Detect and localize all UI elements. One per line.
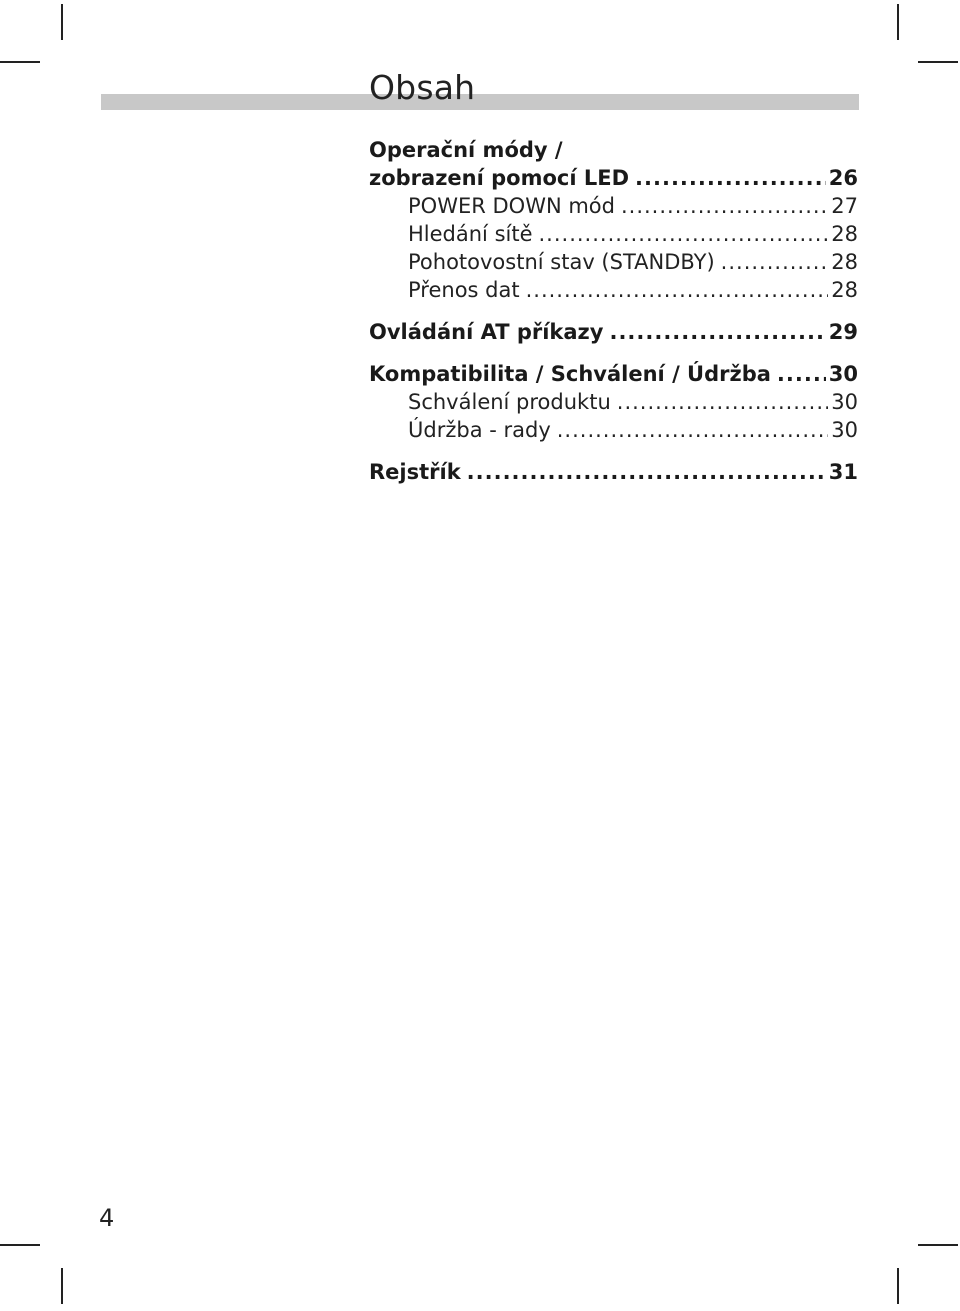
- toc-leader-dots: [617, 388, 829, 416]
- crop-mark-bottom-left-horizontal: [0, 1244, 40, 1246]
- toc-entry-power-down[interactable]: [369, 192, 858, 220]
- toc-leader-dots: [557, 416, 829, 444]
- toc-entry-operating-modes-cont[interactable]: [369, 164, 858, 192]
- toc-entry-product-approval[interactable]: [369, 388, 858, 416]
- toc-leader-dots: [539, 220, 829, 248]
- toc-entry-page: 26: [828, 166, 858, 190]
- toc-entry-title: Údržba - rady: [408, 418, 551, 442]
- toc-entry-page: 30: [831, 418, 858, 442]
- toc-leader-dots: [635, 164, 826, 192]
- page-number: 4: [99, 1204, 115, 1232]
- toc-entry-operating-modes[interactable]: [369, 136, 858, 164]
- toc-entry-title: Schválení produktu: [408, 390, 611, 414]
- toc-leader-dots: [609, 318, 825, 346]
- crop-mark-top-left-vertical: [61, 4, 63, 40]
- crop-mark-bottom-left-vertical: [61, 1268, 63, 1304]
- toc-entry-compatibility[interactable]: [369, 360, 858, 388]
- toc-entry-title: Kompatibilita / Schválení / Údržba: [369, 362, 771, 386]
- toc-leader-dots: [621, 192, 828, 220]
- toc-entry-title-line1: Operační módy /: [369, 138, 563, 162]
- toc-entry-title: POWER DOWN mód: [408, 194, 615, 218]
- toc-leader-dots: [721, 248, 829, 276]
- crop-mark-bottom-right-horizontal: [918, 1244, 958, 1246]
- title-underline-bar: [101, 94, 859, 110]
- toc-entry-title: Rejstřík: [369, 460, 461, 484]
- table-of-contents: [369, 136, 858, 486]
- toc-entry-page: 29: [828, 320, 858, 344]
- toc-leader-dots: [777, 360, 826, 388]
- crop-mark-top-right-horizontal: [918, 61, 958, 63]
- crop-mark-bottom-right-vertical: [897, 1268, 899, 1304]
- toc-entry-title: Přenos dat: [408, 278, 520, 302]
- page-title: Obsah: [369, 68, 476, 107]
- toc-entry-title: Hledání sítě: [408, 222, 533, 246]
- toc-entry-title: Pohotovostní stav (STANDBY): [408, 250, 715, 274]
- toc-entry-at-commands[interactable]: [369, 318, 858, 346]
- toc-entry-maintenance-tips[interactable]: [369, 416, 858, 444]
- toc-entry-page: 30: [831, 390, 858, 414]
- toc-entry-data-transfer[interactable]: [369, 276, 858, 304]
- toc-entry-page: 28: [831, 222, 858, 246]
- toc-entry-title: Ovládání AT příkazy: [369, 320, 604, 344]
- toc-entry-title-line2: zobrazení pomocí LED: [369, 166, 630, 190]
- toc-entry-page: 28: [831, 250, 858, 274]
- toc-entry-network-search[interactable]: [369, 220, 858, 248]
- toc-entry-page: 28: [831, 278, 858, 302]
- toc-entry-index[interactable]: [369, 458, 858, 486]
- toc-entry-standby[interactable]: [369, 248, 858, 276]
- toc-leader-dots: [467, 458, 826, 486]
- toc-entry-page: 31: [828, 460, 858, 484]
- crop-mark-top-left-horizontal: [0, 61, 40, 63]
- toc-leader-dots: [526, 276, 829, 304]
- crop-mark-top-right-vertical: [897, 4, 899, 40]
- toc-entry-page: 27: [831, 194, 858, 218]
- toc-entry-page: 30: [828, 362, 858, 386]
